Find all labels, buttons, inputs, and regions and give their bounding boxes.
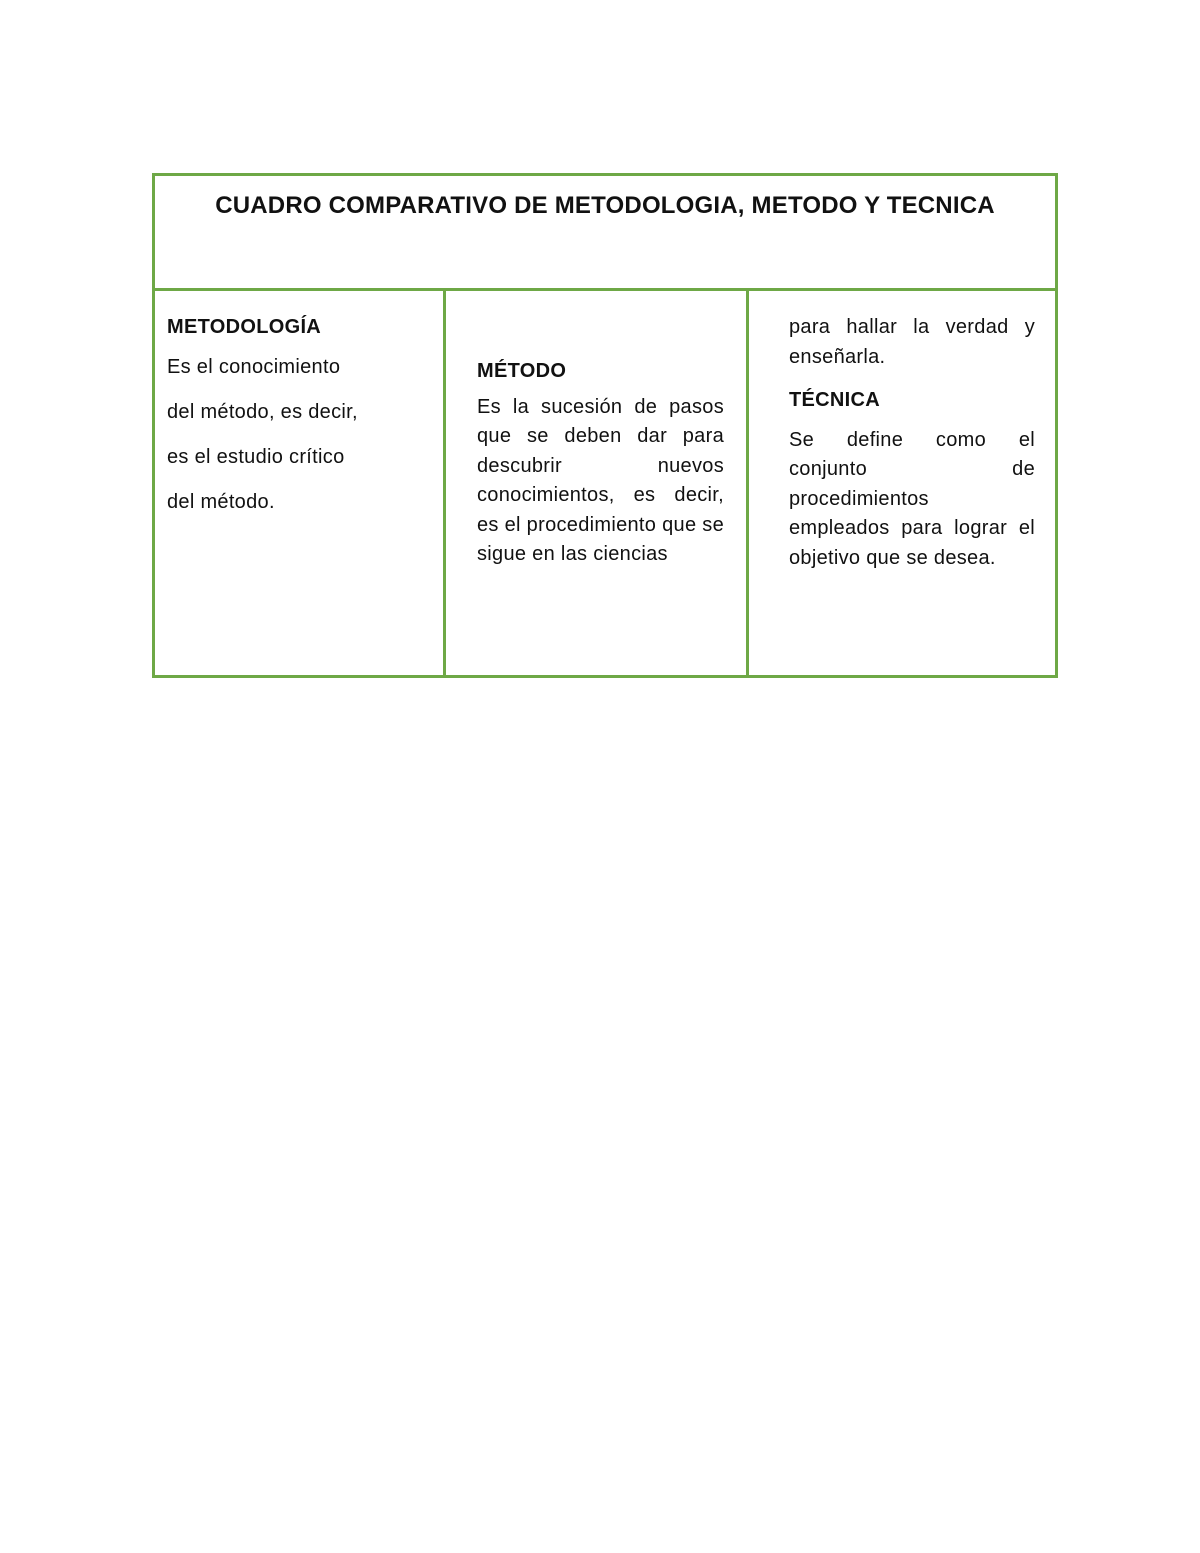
column-body-tecnica: Se define como el conjunto de procedimientos empleados para lograr el objetivo que se desea. (789, 428, 1035, 569)
column-heading-tecnica: TÉCNICA (789, 389, 880, 411)
body-line: del método. (167, 490, 275, 513)
body-line: del método, es decir, (167, 400, 358, 423)
table-title-row (155, 176, 1055, 291)
table-title: CUADRO COMPARATIVO DE METODOLOGIA, METODO Y TECNICA (215, 192, 995, 219)
column-metodo (446, 291, 749, 675)
column-body-metodologia (167, 345, 431, 525)
column-metodologia (155, 291, 446, 675)
column-continuation-text: para hallar la verdad y enseñarla. (789, 316, 1035, 368)
column-heading-metodo: MÉTODO (477, 360, 567, 382)
column-heading-metodologia: METODOLOGÍA (167, 316, 322, 338)
body-line: Es el conocimiento (167, 355, 341, 378)
comparison-table (152, 173, 1058, 678)
column-tecnica (749, 291, 1055, 675)
column-body-metodo: Es la sucesión de pasos que se deben dar para descubrir nuevos conocimientos, es decir, es el procedimiento que se sigue en las ciencias (477, 395, 724, 565)
body-line: es el estudio crítico (167, 445, 345, 468)
